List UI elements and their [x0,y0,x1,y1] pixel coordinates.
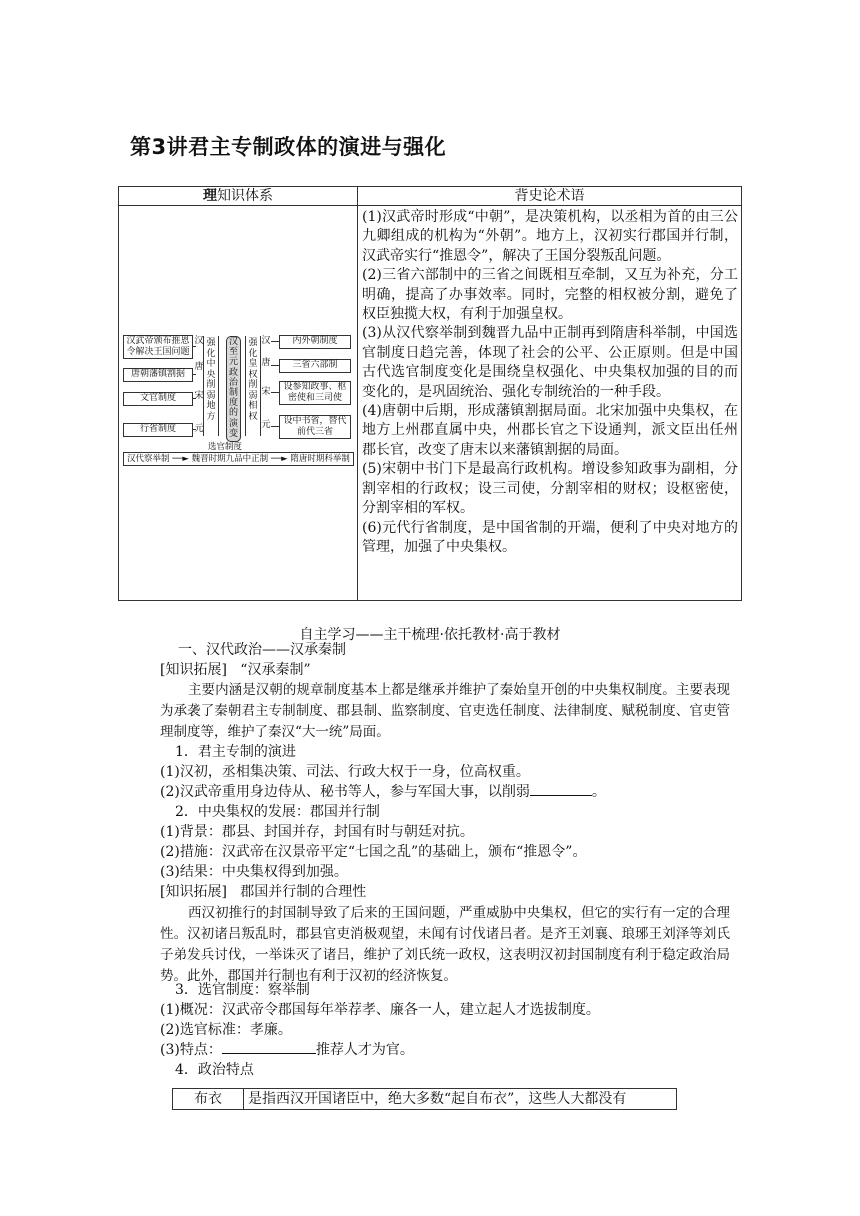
terms-cell [358,206,742,601]
knowledge-diagram [123,332,355,472]
knowledge-ext-2 [160,882,366,902]
term-paragraph: (3)从汉代察举制到魏晋九品中正制再到隋唐科举制，中国选官制度日趋完善，体现了社会的公平、公正原则。但是中国古代选官制度变化是围绕皇权强化、中央集权加强的目的而变化的，是巩固统治、强化专制统治的一种手段。 [362,325,738,400]
diagram-left-box: 汉武帝颁布推恩令解决王国问题 [123,335,193,359]
term-paragraph: (6)元代行省制度，是中国省制的开端，便利了中央对地方的管理，加强了中央集权。 [362,519,738,555]
item-3-1: (1)概况：汉武帝令郡国每年举荐孝、廉各一人，建立起人才选拔制度。 [160,1002,600,1018]
section-heading: 自主学习——主干梳理·依托教材·高于教材 [299,627,561,643]
diagram-right-dynasty: 元 [261,420,271,430]
item-1-1: (1)汉初，丞相集决策、司法、行政大权于一身，位高权重。 [160,764,530,780]
diagram-right-box: 三省六部制 [279,359,351,373]
diagram-left-box: 行省制度 [123,423,193,437]
subheading-3: 3．选官制度：察举制 [175,982,310,998]
table-row [173,1089,677,1110]
subheading-2: 2．中央集权的发展：郡国并行制 [175,804,380,820]
diagram-left-dynasty: 元 [194,424,204,434]
subheading-4: 4．政治特点 [175,1062,254,1078]
diagram-left-dynasty: 汉 [194,336,204,346]
item-2-1: (1)背景：郡县、封国并存，封国有时与朝廷对抗。 [160,824,474,840]
diagram-bottom-label: 选官制度 [208,442,243,452]
features-table [172,1088,677,1110]
feature-desc: 是指西汉开国诸臣中，绝大多数“起自布衣”，这些人大都没有 [244,1089,677,1110]
diagram-right-vertical: 强化皇权削弱相权 [248,338,258,422]
ext2-body: 西汉初推行的封国制导致了后来的王国问题，严重威胁中央集权，但它的实行有一定的合理性。汉初诸吕叛乱时，郡县官吏消极观望，未闻有讨伐诸吕者。是齐王刘襄、琅琊王刘泽等刘氏子弟发兵讨伐，一举诛灭了诸吕，维护了刘氏统一政权，这表明汉初封国制度有利于稳定政治局势。此外，郡国并行制也有利于汉初的经济恢复。 [160,905,730,984]
diagram-right-dynasty: 汉 [261,336,271,346]
heading-1: 一、汉代政治——汉承秦制 [178,642,346,658]
item-2-3: (3)结果：中央集权得到加强。 [160,864,348,880]
right-header: 背史论术语 [358,187,742,206]
knowledge-ext-1 [160,660,311,680]
diagram-right-box: 内外朝制度 [279,335,351,349]
diagram-left-dynasty: 唐 [194,362,204,372]
item-text: 推荐人才为官。 [315,1042,414,1058]
diagram-left-dynasty: 宋 [194,391,204,401]
feature-name: 布衣 [173,1089,244,1110]
knowledge-diagram-cell [119,206,358,601]
diagram-right-dynasty: 宋 [261,387,271,397]
left-header [119,187,358,206]
diagram-right-dynasty: 唐 [261,358,271,368]
diagram-right-box: 设中书省，替代前代三省 [279,415,351,439]
item-text: (3)特点： [160,1042,222,1058]
item-text: 。 [591,784,606,800]
ext-title: 郡国并行制的合理性 [240,884,367,900]
summary-table [118,186,742,601]
term-paragraph: (1)汉武帝时形成“中朝”，是决策机构，以丞相为首的由三公九卿组成的机构为“外朝”。地方上，汉初实行郡国并行制，汉武帝实行“推恩令”，解决了王国分裂叛乱问题。 [362,209,738,264]
diagram-left-vertical: 强化中央削弱地方 [206,338,216,422]
term-paragraph: (4)唐朝中后期，形成藩镇割据局面。北宋加强中央集权，在地方上州郡直属中央，州郡长官之下设通判，派文臣出任州郡长官，改变了唐末以来藩镇割据的局面。 [362,403,738,458]
ext-tag: [知识拓展] [160,662,227,678]
left-header-text: 知识体系 [217,188,273,204]
item-2-2: (2)措施：汉武帝在汉景帝平定“七国之乱”的基础上，颁布“推恩令”。 [160,844,587,860]
diagram-left-box: 文官制度 [123,392,193,406]
table-header-row [119,187,742,206]
diagram-bottom-row: 汉代察举制 ──► 魏晋时期九品中正制 ──► 隋唐时期科举制 [123,452,354,466]
term-paragraph: (5)宋朝中书门下是最高行政机构。增设参知政事为副相，分割宰相的行政权；设三司使，分割宰相的财权；设枢密使，分割宰相的军权。 [362,461,738,517]
fill-blank[interactable] [222,1040,316,1054]
item-3-3 [160,1040,414,1060]
fill-blank[interactable] [530,782,592,796]
diagram-center: 汉至元政治制度的演变 [226,336,241,442]
ext1-body: 主要内涵是汉朝的规章制度基本上都是继承并维护了秦始皇开创的中央集权制度。主要表现为承袭了秦朝君主专制制度、郡县制、监察制度、官吏选任制度、法律制度、赋税制度、官吏管理制度等，维护了秦汉“大一统”局面。 [160,682,730,740]
item-3-2: (2)选官标准：孝廉。 [160,1022,292,1038]
diagram-right-box: 设参知政事、枢密使和三司使 [279,381,351,405]
page-title: 第3讲君主专制政体的演进与强化 [130,135,447,159]
subheading-1: 1．君主专制的演进 [175,744,296,760]
item-text: (2)汉武帝重用身边侍从、秘书等人，参与军国大事，以削弱 [160,784,530,800]
item-1-2 [160,782,606,802]
ext-tag: [知识拓展] [160,884,227,900]
diagram-left-box: 唐朝藩镇割据 [123,368,193,382]
term-paragraph: (2)三省六部制中的三省之间既相互牵制，又互为补充，分工明确，提高了办事效率。同时，完整的相权被分割，避免了权臣独揽大权，有利于加强皇权。 [362,267,738,323]
left-header-bold: 理 [203,188,217,204]
ext-title: “汉承秦制” [240,662,311,678]
